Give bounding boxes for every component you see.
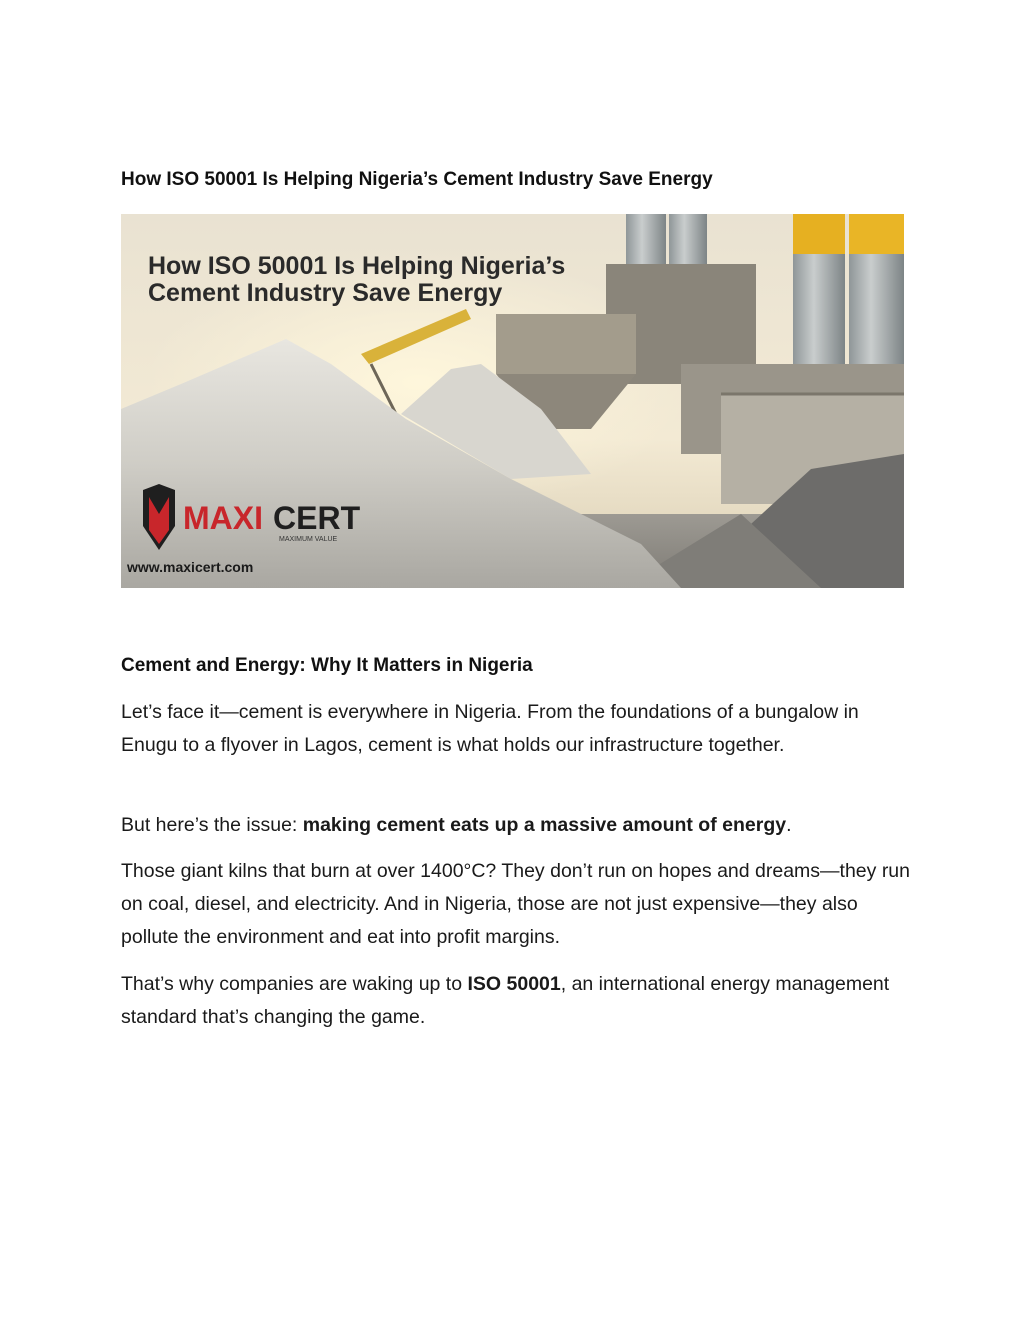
logo-max-text: MAXI bbox=[183, 500, 263, 536]
website-text: www.maxicert.com bbox=[127, 559, 254, 575]
paragraph-2-end: . bbox=[786, 814, 792, 836]
logo-cert-text: CERT bbox=[273, 500, 361, 536]
hero-headline-line2: Cement Industry Save Energy bbox=[148, 279, 503, 307]
hero-image bbox=[121, 214, 904, 588]
paragraph-4-bold: ISO 50001 bbox=[467, 973, 561, 995]
paragraph-2-text: But here’s the issue: bbox=[121, 814, 303, 836]
paragraph-2-bold: making cement eats up a massive amount of energy bbox=[302, 814, 787, 836]
paragraph-2 bbox=[121, 809, 911, 842]
paragraph-1: Let’s face it—cement is everywhere in Nigeria. From the foundations of a bungalow in Enugu to a flyover in Lagos, cement is what holds our infrastructure together. bbox=[121, 701, 859, 756]
hero-headline-line1: How ISO 50001 Is Helping Nigeria’s bbox=[148, 252, 566, 280]
paragraph-4-text: That’s why companies are waking up to bbox=[121, 973, 468, 995]
paragraph-4-end: , an international energy management standard that’s changing the game. bbox=[121, 973, 890, 1028]
logo-tagline: MAXIMUM VALUE bbox=[279, 536, 338, 543]
paragraph-3: Those giant kilns that burn at over 1400°C? They don’t run on hopes and dreams—they run on coal, diesel, and electricity. And in Nigeria, those are not just expensive—they also pollute the environment and eat into profit margins. bbox=[121, 860, 910, 948]
section-heading: Cement and Energy: Why It Matters in Nigeria bbox=[121, 655, 533, 676]
page-title: How ISO 50001 Is Helping Nigeria’s Cement Industry Save Energy bbox=[121, 169, 713, 190]
paragraph-4 bbox=[121, 968, 911, 1034]
